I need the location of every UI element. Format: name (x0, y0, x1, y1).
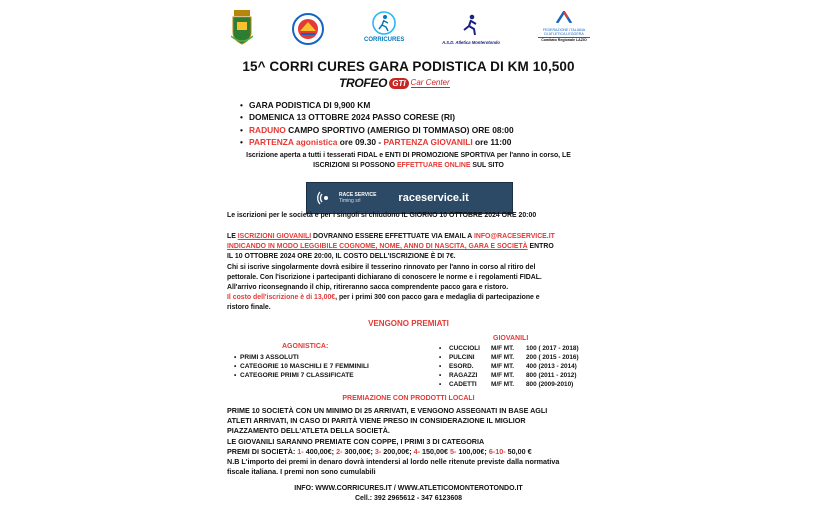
runner-circle-icon (371, 11, 397, 35)
text-line (227, 242, 597, 252)
text-line: PIAZZAMENTO DELL'ATLETA DELLA SOCIETÀ. (227, 426, 390, 436)
sex-cell: M/F MT. (491, 354, 515, 361)
fidal-comitato: Comitato Regionale LAZIO (538, 37, 590, 43)
bullet-text: DOMENICA 13 OTTOBRE 2024 PASSO CORESE (RI) (249, 112, 456, 123)
fidal-text-1: FEDERAZIONE ITALIANA (542, 28, 586, 32)
bullet-text: ore 09.30 - (337, 137, 384, 148)
agonistica-list (234, 353, 369, 380)
contacts (226, 484, 591, 504)
text-line: fiscale italiana. I premi non sono cumulabili (227, 467, 376, 477)
prize-val: 150,00€ (420, 446, 451, 456)
trofeo-brand: GTI (389, 78, 408, 89)
bullet-lead: RADUNO (249, 124, 286, 135)
fidal-logo (538, 10, 590, 43)
sex-cell: M/F MT. (491, 345, 515, 352)
text-span: LE (227, 233, 238, 240)
table-row: • RAGAZZI M/F MT. 800 (2011 - 2012) (439, 372, 577, 379)
table-row: • CADETTI M/F MT. 800 (2009-2010) (439, 381, 574, 388)
list-item (240, 136, 514, 148)
giovanili-table (439, 344, 579, 389)
agonistica-item: CATEGORIE PRIMI 7 CLASSIFICATE (239, 372, 354, 379)
runner-icon (460, 14, 482, 36)
text-line: IL 10 OTTOBRE 2024 ORE 20:00, IL COSTO DELL'ISCRIZIONE È DI 7€. (227, 253, 456, 261)
text-span: DOVRANNO ESSERE EFFETTUATE VIA EMAIL A (311, 233, 474, 240)
prize-pos: 1- (297, 446, 304, 456)
list-item: • CATEGORIE 10 MASCHILI E 7 FEMMINILI (234, 363, 369, 370)
text-line: LE GIOVANILI SARANNO PREMIATE CON COPPE, I PRIMI 3 DI CATEGORIA (227, 436, 485, 446)
corricures-label: CORRICURES (364, 37, 405, 43)
round-badge-logo (292, 13, 324, 45)
trofeo-label: TROFEO (339, 76, 388, 90)
premiati-heading: VENGONO PREMIATI (368, 319, 449, 328)
sex-cell: M/F MT. (491, 381, 515, 388)
list-item: • CATEGORIE PRIMI 7 CLASSIFICATE (234, 372, 354, 379)
text-span: ENTRO (527, 243, 554, 251)
table-row: • CUCCIOLI M/F MT. 100 ( 2017 - 2018) (439, 345, 579, 352)
email-link[interactable]: INFO@RACESERVICE.IT (473, 233, 555, 240)
text-line: PRIME 10 SOCIETÀ CON UN MINIMO DI 25 ARRIVATI, E VENGONO ASSEGNATI IN BASE AGLI (227, 406, 548, 415)
text-span: ISCRIZIONI SI POSSONO (313, 162, 397, 170)
text-line: N.B L'importo dei premi in denaro dovrà intendersi al lordo nelle ritenute previste dalla normativa (227, 457, 560, 467)
list-item (240, 99, 514, 111)
prize-val: 100,00€; (456, 446, 489, 456)
text-line (227, 293, 597, 303)
text-span: , per i primi 300 con pacco gara e medaglia di partecipazione e (335, 294, 540, 302)
text-line: pettorale. Con l'iscrizione i partecipanti dichiarano di conoscere le norme e i regolamenti FIDAL. (227, 273, 542, 281)
fidal-text-2: DI ATLETICA LEGGERA (544, 32, 584, 37)
contacts-info[interactable]: INFO: WWW.CORRICURES.IT / WWW.ATLETICOMONTEROTONDO.IT (294, 485, 523, 492)
prizes-line (227, 447, 599, 457)
societa-paragraph (227, 406, 599, 477)
list-item: • PRIMI 3 ASSOLUTI (234, 354, 299, 361)
prizes-label: PREMI DI SOCIETÀ: (227, 446, 298, 456)
text-span: INDICANDO IN MODO LEGGIBILE COGNOME, NOME, ANNO DI NASCITA, GARA E SOCIETÀ (227, 243, 528, 251)
asd-atletica-logo (436, 14, 506, 45)
fidal-emblem-icon (555, 11, 573, 23)
raceservice-domain: raceservice.it (398, 192, 469, 204)
asd-label: A.S.D. Atletica Monterotondo (442, 40, 500, 45)
cat-cell: CADETTI (449, 381, 477, 388)
corricures-logo (364, 11, 404, 43)
flyer (226, 8, 591, 503)
text-line: ATLETI ARRIVATI, IN CASO DI PARITÀ VIENE PRESO IN CONSIDERAZIONE IL MIGLIOR (227, 416, 526, 426)
agonistica-title: AGONISTICA: (282, 343, 329, 350)
iscrizione-line: Iscrizione aperta a tutti i tesserati FIDAL e ENTI DI PROMOZIONE SPORTIVA per l'anno in corso, LE (246, 152, 571, 159)
table-row: • ESORD. M/F MT. 400 (2013 - 2014) (439, 363, 577, 370)
prize-val: 300,00€; (342, 446, 375, 456)
info-cell: 400 (2013 - 2014) (526, 363, 577, 370)
giovanili-title: GIOVANILI (493, 335, 529, 342)
giovanili-link[interactable]: ISCRIZIONI GIOVANILI (237, 233, 312, 240)
trofeo-brand-sub: Car Center (410, 78, 450, 87)
comune-crest-logo (231, 10, 253, 46)
bullet-lead: PARTENZA GIOVANILI (383, 137, 473, 148)
text-line (227, 232, 597, 242)
chiusura-text: Le iscrizioni per le società e per i singoli si chiudono IL GIORNO 10 OTTOBRE 2024 ORE 20:00 (227, 212, 537, 219)
cat-cell: RAGAZZI (449, 372, 478, 379)
text-line: All'arrivo riconsegnando il chip, ritireranno sacca comprendente pacco gara e ristoro. (227, 284, 509, 292)
list-item (240, 124, 514, 136)
list-item (240, 111, 514, 123)
event-details-list (240, 99, 514, 149)
info-cell: 200 ( 2015 - 2016) (526, 354, 579, 361)
societa-heading: PREMIAZIONE CON PRODOTTI LOCALI (342, 395, 475, 402)
prize-pos: 5- (450, 446, 457, 456)
iscrizione-paragraph (222, 151, 595, 171)
bullet-text: ore 11:00 (472, 137, 512, 148)
prize-pos: 3- (374, 446, 382, 456)
info-cell: 100 ( 2017 - 2018) (526, 345, 579, 352)
cat-cell: CUCCIOLI (449, 345, 480, 352)
raceservice-name-1: RACE SERVICE (339, 192, 377, 198)
prize-val: 200,00€; (381, 446, 414, 456)
trofeo-logo (339, 75, 450, 91)
table-row: • PULCINI M/F MT. 200 ( 2015 - 2016) (439, 354, 579, 361)
text-line: ristoro finale. (227, 304, 271, 312)
agonistica-item: PRIMI 3 ASSOLUTI (239, 354, 299, 361)
bullet-text: GARA PODISTICA DI 9,900 KM (249, 100, 371, 110)
bullet-lead: PARTENZA agonistica (249, 137, 338, 148)
prize-pos: 4- (413, 446, 421, 456)
raceservice-name (339, 192, 376, 204)
sex-cell: M/F MT. (491, 363, 515, 370)
prize-pos: 6-10- (488, 446, 506, 456)
costo-highlight: Il costo dell'iscrizione è di 13,00€ (227, 294, 336, 302)
giovanili-paragraph (227, 232, 597, 314)
iscrizione-line (222, 161, 595, 171)
info-cell: 800 (2009-2010) (526, 381, 574, 388)
text-span: SUL SITO (470, 162, 504, 170)
prize-val: 50,00 € (505, 446, 532, 456)
text-line: Chi si iscrive singolarmente dovrà esibire il tesserino rinnovato per l'anno in corso al ritiro del (227, 263, 536, 271)
raceservice-banner-link[interactable] (306, 182, 513, 214)
online-highlight: EFFETTUARE ONLINE (396, 162, 471, 170)
prize-pos: 2- (336, 446, 343, 456)
raceservice-name-2: Timing srl (339, 198, 361, 204)
prize-val: 400,00€; (303, 446, 337, 456)
cat-cell: PULCINI (449, 354, 475, 361)
agonistica-item: CATEGORIE 10 MASCHILI E 7 FEMMINILI (239, 363, 369, 370)
info-cell: 800 (2011 - 2012) (526, 372, 577, 379)
page-title: 15^ CORRI CURES GARA PODISTICA DI KM 10,500 (242, 59, 575, 74)
contacts-cell: Cell.: 392 2965612 - 347 6123608 (354, 495, 463, 503)
race-service-wave-icon (317, 189, 335, 207)
bullet-text: CAMPO SPORTIVO (AMERIGO DI TOMMASO) ORE 08:00 (285, 124, 514, 135)
sex-cell: M/F MT. (491, 372, 515, 379)
cat-cell: ESORD. (449, 363, 474, 370)
logos-row (226, 8, 591, 50)
